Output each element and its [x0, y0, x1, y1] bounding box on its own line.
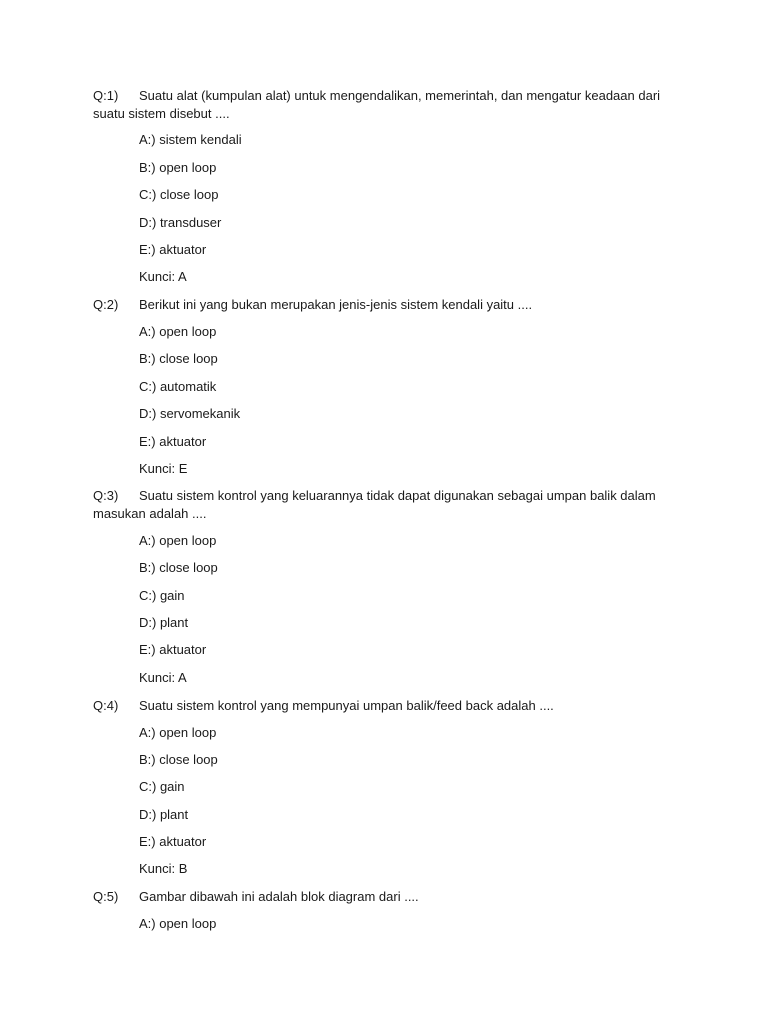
option-e: E:) aktuator	[139, 834, 207, 849]
option-d: D:) plant	[139, 807, 189, 822]
option-e: E:) aktuator	[139, 242, 207, 257]
option-d: D:) servomekanik	[139, 406, 241, 421]
option-c: C:) gain	[139, 588, 185, 603]
question-number: Q:2)	[93, 297, 119, 312]
option-a: A:) open loop	[139, 725, 217, 740]
question-number: Q:3)	[93, 488, 119, 503]
answer-key: Kunci: E	[139, 461, 188, 476]
question-2	[93, 296, 678, 314]
option-d: D:) transduser	[139, 215, 222, 230]
option-c: C:) automatik	[139, 379, 217, 394]
option-c: C:) close loop	[139, 187, 219, 202]
question-text: Suatu alat (kumpulan alat) untuk mengendalikan, memerintah, dan mengatur keadaan dari suatu sistem disebut ....	[93, 88, 661, 121]
question-text: Suatu sistem kontrol yang keluarannya tidak dapat digunakan sebagai umpan balik dalam masukan adalah ....	[93, 488, 656, 521]
option-b: B:) close loop	[139, 752, 218, 767]
option-b: B:) close loop	[139, 351, 218, 366]
question-number: Q:1)	[93, 88, 119, 103]
answer-key: Kunci: B	[139, 861, 188, 876]
question-number: Q:5)	[93, 889, 119, 904]
option-e: E:) aktuator	[139, 434, 207, 449]
question-3	[93, 487, 678, 523]
option-a: A:) open loop	[139, 533, 217, 548]
question-4	[93, 697, 678, 715]
question-text: Suatu sistem kontrol yang mempunyai umpan balik/feed back adalah ....	[139, 698, 554, 713]
question-5	[93, 888, 678, 906]
question-text: Berikut ini yang bukan merupakan jenis-jenis sistem kendali yaitu ....	[139, 297, 533, 312]
option-b: B:) open loop	[139, 160, 217, 175]
question-1	[93, 87, 678, 123]
option-a: A:) sistem kendali	[139, 132, 242, 147]
option-e: E:) aktuator	[139, 642, 207, 657]
option-d: D:) plant	[139, 615, 189, 630]
option-a: A:) open loop	[139, 916, 217, 931]
question-number: Q:4)	[93, 698, 119, 713]
option-b: B:) close loop	[139, 560, 218, 575]
answer-key: Kunci: A	[139, 670, 187, 685]
option-a: A:) open loop	[139, 324, 217, 339]
question-text: Gambar dibawah ini adalah blok diagram dari ....	[139, 889, 419, 904]
option-c: C:) gain	[139, 779, 185, 794]
answer-key: Kunci: A	[139, 269, 187, 284]
